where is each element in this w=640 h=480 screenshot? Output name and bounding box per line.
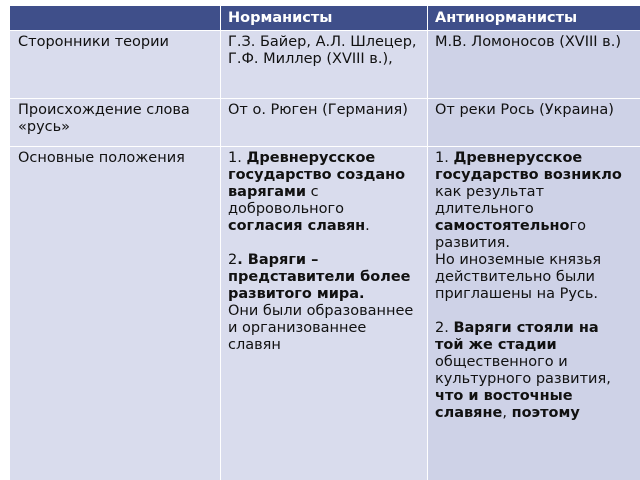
row-label-origin: Происхождение слова «русь» [10, 98, 220, 146]
cell-antinormanists-origin: От реки Рось (Украина) [427, 98, 640, 146]
grid-line [427, 6, 428, 480]
header-normanists: Норманисты [220, 6, 427, 30]
cell-normanists-origin: От о. Рюген (Германия) [220, 98, 427, 146]
grid-line [220, 6, 221, 480]
grid-line [10, 30, 640, 31]
antinormanists-point-2: 2. Варяги стояли на той же стадии общественного и культурного развития, что и восточные славяне, поэтому [435, 320, 611, 421]
header-antinormanists: Антинорманисты [427, 6, 640, 30]
grid-line [10, 146, 640, 147]
row-label-main-points: Основные положения [10, 146, 220, 480]
comparison-table [10, 6, 640, 480]
cell-normanists-main-points [220, 146, 427, 480]
cell-antinormanists-main-points [427, 146, 640, 480]
grid-line [10, 98, 640, 99]
cell-normanists-supporters: Г.З. Байер, А.Л. Шлецер, Г.Ф. Миллер (XVIII в.), [220, 30, 427, 98]
normanists-point-2: 2. Варяги – представители более развитого мира. [228, 252, 411, 302]
antinormanists-point-1-more: Но иноземные князья действительно были приглашены на Русь. [435, 252, 602, 302]
antinormanists-point-1: 1. Древнерусское государство возникло как результат длительного самостоятельного развития. [435, 150, 622, 251]
cell-antinormanists-supporters: М.В. Ломоносов (XVIII в.) [427, 30, 640, 98]
row-label-supporters: Сторонники теории [10, 30, 220, 98]
normanists-point-1: 1. Древнерусское государство создано варягами с добровольного согласия славян. [228, 150, 406, 234]
header-cell-empty [10, 6, 220, 30]
normanists-point-2-text: Они были образованнее и организованнее славян [228, 303, 414, 353]
